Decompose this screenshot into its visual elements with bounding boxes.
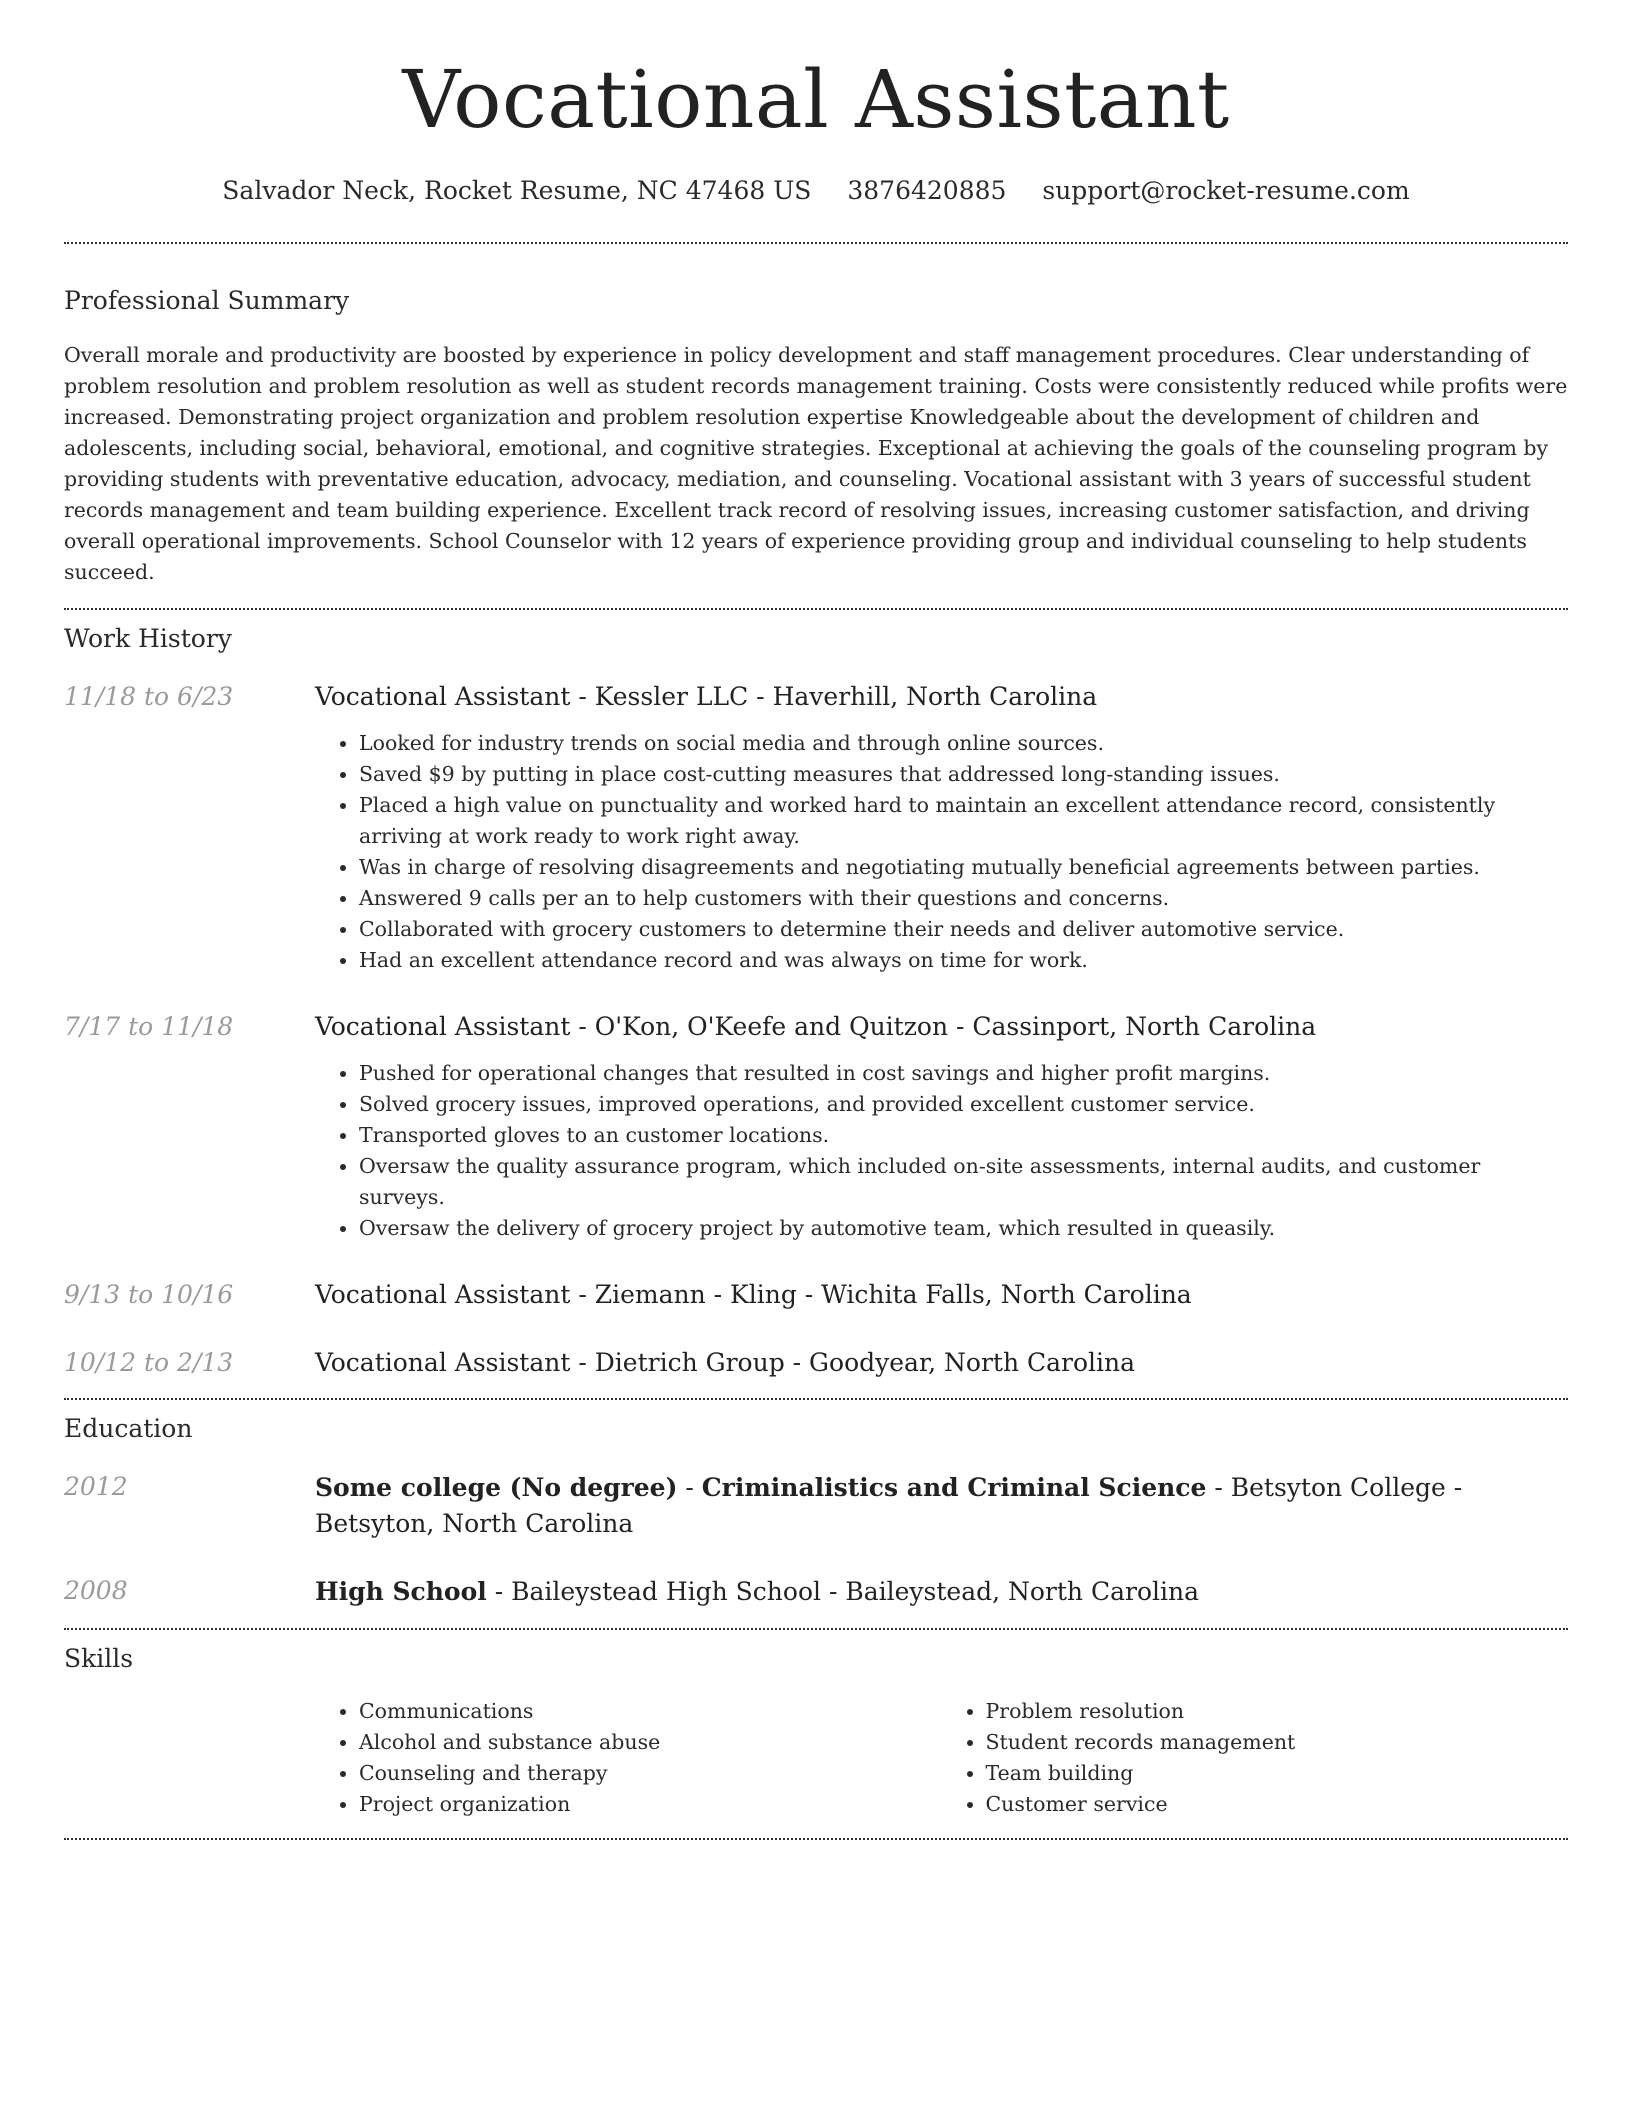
education-details: - Betsyton College - Betsyton, North Carolina xyxy=(315,1473,1463,1538)
education-field: Criminalistics and Criminal Science xyxy=(701,1473,1207,1502)
skills-list xyxy=(315,1696,1568,1820)
job-details: - O'Kon, O'Keefe and Quitzon - Cassinport, North Carolina xyxy=(570,1012,1317,1041)
job-bullet: • Looked for industry trends on social media and through online sources. xyxy=(359,728,1568,759)
job-dates: 9/13 to 10/16 xyxy=(64,1280,234,1309)
contact-phone: 3876420885 xyxy=(847,176,1007,205)
education-entry xyxy=(64,1470,1568,1542)
skill-item: • Student records management xyxy=(986,1727,1569,1758)
job-role: Vocational Assistant xyxy=(315,1280,571,1309)
contact-line xyxy=(64,174,1568,208)
resume-name: Vocational Assistant xyxy=(402,53,1230,146)
section-divider xyxy=(64,242,1568,244)
job-role: Vocational Assistant xyxy=(315,1012,571,1041)
section-title-summary: Professional Summary xyxy=(64,286,350,315)
job-bullet: • Placed a high value on punctuality and worked hard to maintain an excellent attendance record, consistently arriving at work ready to work right away. xyxy=(359,790,1568,852)
skill-item: • Alcohol and substance abuse xyxy=(359,1727,942,1758)
job-role: Vocational Assistant xyxy=(315,1348,571,1377)
job-details: - Dietrich Group - Goodyear, North Carolina xyxy=(570,1348,1136,1377)
education-title xyxy=(315,1574,1199,1610)
summary-text: Overall morale and productivity are boosted by experience in policy development and staff management procedures. Clear understanding of problem resolution and problem resolution as well as student records management training. Costs were consistently reduced while profits were increased. Demonstrating project organization and problem resolution expertise Knowledgeable about the development of children and adolescents, including social, behavioral, emotional, and cognitive strategies. Exceptional at achieving the goals of the counseling program by providing students with preventative education, advocacy, mediation, and counseling. Vocational assistant with 3 years of successful student records management and team building experience. Excellent track record of resolving issues, increasing customer satisfaction, and driving overall operational improvements. School Counselor with 12 years of experience providing group and individual counseling to help students succeed. xyxy=(64,343,1568,584)
job-details: - Kessler LLC - Haverhill, North Carolina xyxy=(570,682,1098,711)
job-bullet: • Collaborated with grocery customers to determine their needs and deliver automotive service. xyxy=(359,914,1568,945)
job-entry xyxy=(64,1346,1568,1380)
job-entry xyxy=(64,680,1568,976)
section-title-work: Work History xyxy=(64,624,232,653)
job-bullet: • Oversaw the delivery of grocery project by automotive team, which resulted in queasily. xyxy=(359,1213,1568,1244)
job-body xyxy=(315,1010,1568,1244)
contact-address: Salvador Neck, Rocket Resume, NC 47468 US xyxy=(222,176,812,205)
skill-item: • Customer service xyxy=(986,1789,1569,1820)
skill-item: • Project organization xyxy=(359,1789,942,1820)
job-bullet: • Answered 9 calls per an to help customers with their questions and concerns. xyxy=(359,883,1568,914)
education-degree: Some college (No degree) xyxy=(315,1473,678,1502)
education-title xyxy=(315,1470,1568,1542)
section-title-education: Education xyxy=(64,1414,193,1443)
job-bullet: • Transported gloves to an customer locations. xyxy=(359,1120,1568,1151)
job-bullets xyxy=(315,1058,1568,1244)
education-details: - Baileystead High School - Baileystead, North Carolina xyxy=(486,1577,1200,1606)
job-dates: 7/17 to 11/18 xyxy=(64,1012,234,1041)
contact-email[interactable]: support@rocket-resume.com xyxy=(1042,176,1410,205)
skill-item: • Communications xyxy=(359,1696,942,1727)
job-title xyxy=(315,680,1568,714)
skills-column-left xyxy=(315,1696,942,1820)
education-degree: High School xyxy=(315,1577,487,1606)
skill-item: • Team building xyxy=(986,1758,1569,1789)
job-role: Vocational Assistant xyxy=(315,682,571,711)
job-dates: 11/18 to 6/23 xyxy=(64,682,234,711)
skill-item: • Counseling and therapy xyxy=(359,1758,942,1789)
job-bullet: • Solved grocery issues, improved operations, and provided excellent customer service. xyxy=(359,1089,1568,1120)
job-bullet: • Pushed for operational changes that resulted in cost savings and higher profit margins. xyxy=(359,1058,1568,1089)
job-entry xyxy=(64,1278,1568,1312)
job-dates: 10/12 to 2/13 xyxy=(64,1348,234,1377)
education-entry xyxy=(64,1574,1568,1610)
job-bullet: • Was in charge of resolving disagreements and negotiating mutually beneficial agreements between parties. xyxy=(359,852,1568,883)
job-bullet: • Oversaw the quality assurance program, which included on-site assessments, internal audits, and customer surveys. xyxy=(359,1151,1568,1213)
job-details: - Ziemann - Kling - Wichita Falls, North Carolina xyxy=(570,1280,1192,1309)
job-entry xyxy=(64,1010,1568,1244)
job-title xyxy=(315,1010,1568,1044)
education-year: 2012 xyxy=(64,1472,128,1501)
skills-column-right xyxy=(942,1696,1569,1820)
job-title xyxy=(315,1278,1192,1312)
job-body xyxy=(315,680,1568,976)
skill-item: • Problem resolution xyxy=(986,1696,1569,1727)
job-bullet: • Saved $9 by putting in place cost-cutting measures that addressed long-standing issues. xyxy=(359,759,1568,790)
section-divider xyxy=(64,1628,1568,1630)
job-bullets xyxy=(315,728,1568,976)
section-divider xyxy=(64,1398,1568,1400)
section-divider xyxy=(64,1838,1568,1840)
education-sep: - xyxy=(677,1473,702,1502)
job-title xyxy=(315,1346,1135,1380)
section-title-skills: Skills xyxy=(64,1644,134,1673)
education-year: 2008 xyxy=(64,1576,128,1605)
section-divider xyxy=(64,608,1568,610)
resume-page xyxy=(64,0,1568,1840)
job-bullet: • Had an excellent attendance record and was always on time for work. xyxy=(359,945,1568,976)
